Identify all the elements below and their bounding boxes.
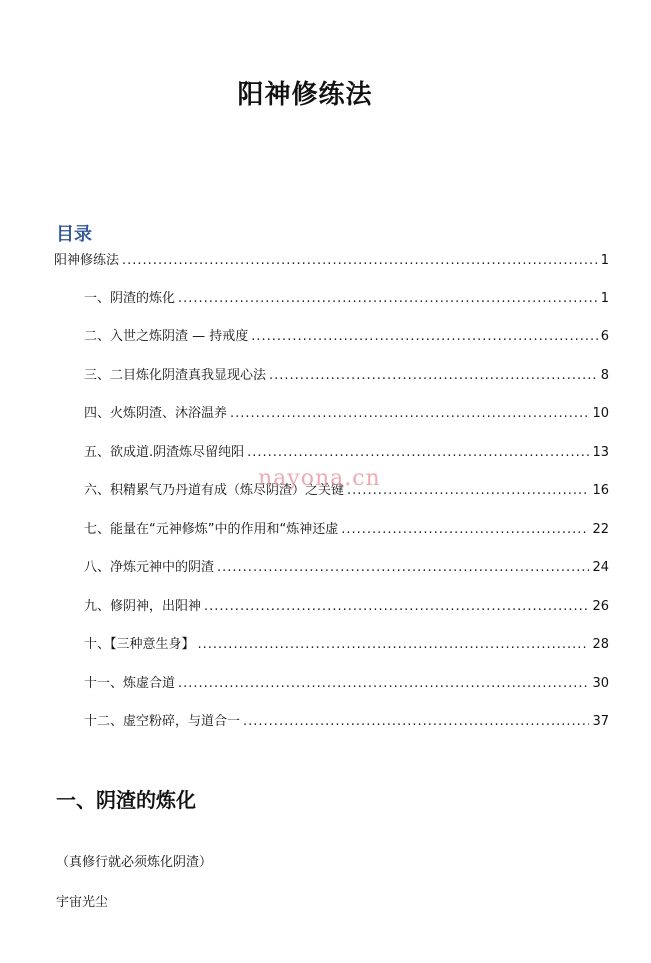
author-name: 宇宙光尘	[56, 895, 109, 910]
toc-entry[interactable]	[84, 599, 609, 615]
toc-dot-leader	[204, 599, 589, 615]
toc-dot-leader	[198, 637, 590, 653]
toc-dot-leader	[122, 253, 598, 269]
toc-entry-page: 13	[592, 445, 609, 460]
toc-dot-leader	[243, 714, 589, 730]
toc-entry-label: 四、火炼阴渣、沐浴温养	[84, 406, 228, 421]
toc-entry-label: 五、欲成道.阴渣炼尽留纯阳	[84, 445, 245, 460]
toc-dot-leader	[341, 522, 589, 538]
toc-entry-label: 九、修阴神，出阳神	[84, 599, 202, 614]
toc-dot-leader	[178, 291, 598, 307]
toc-entry-label: 十一、炼虚合道	[84, 676, 176, 691]
toc-entry[interactable]	[54, 253, 609, 269]
toc-entry-label: 阳神修练法	[54, 253, 120, 268]
toc-entry[interactable]	[84, 368, 609, 384]
toc-dot-leader	[251, 329, 597, 345]
toc-entry-page: 24	[592, 560, 609, 575]
toc-entry[interactable]	[84, 329, 609, 345]
toc-entry[interactable]	[84, 637, 609, 653]
toc-entry[interactable]	[84, 406, 609, 422]
toc-dot-leader	[230, 406, 589, 422]
toc-entry-label: 十二、虚空粉碎，与道合一	[84, 714, 241, 729]
toc-dot-leader	[347, 483, 589, 499]
toc-dot-leader	[217, 560, 589, 576]
toc-entry-label: 十、【三种意生身】	[84, 637, 195, 652]
toc-entry-page: 1	[600, 253, 609, 268]
toc-entry-label: 八、净炼元神中的阴渣	[84, 560, 215, 575]
toc-dot-leader	[178, 676, 589, 692]
toc-entry-page: 10	[592, 406, 609, 421]
toc-entry-page: 22	[592, 522, 609, 537]
toc-entry-page: 28	[592, 637, 609, 652]
toc-entry-page: 30	[592, 676, 609, 691]
toc-entry-page: 26	[592, 599, 609, 614]
toc-entry-page: 16	[592, 483, 609, 498]
toc-entry[interactable]	[84, 445, 609, 461]
toc-entry[interactable]	[84, 676, 609, 692]
toc-heading: 目录	[56, 224, 92, 245]
toc-entry-page: 6	[600, 329, 609, 344]
toc-entry-label: 六、积精累气乃丹道有成（炼尽阴渣）之关键	[84, 483, 345, 498]
section-subtitle: （真修行就必须炼化阴渣）	[56, 855, 213, 870]
toc-entry-page: 37	[592, 714, 609, 729]
toc-entry-label: 三、二目炼化阴渣真我显现心法	[84, 368, 267, 383]
toc-entry-page: 8	[600, 368, 609, 383]
toc-entry[interactable]	[84, 291, 609, 307]
toc-entry[interactable]	[84, 560, 609, 576]
watermark: nayona.cn	[258, 466, 381, 491]
toc-entry-label: 七、能量在“元神修炼”中的作用和“炼神还虚	[84, 522, 339, 537]
toc-entry-label: 二、入世之炼阴渣 — 持戒度	[84, 329, 249, 344]
toc-entry-label: 一、阴渣的炼化	[84, 291, 176, 306]
section-heading: 一、阴渣的炼化	[56, 788, 196, 812]
toc-dot-leader	[247, 445, 589, 461]
toc-entry[interactable]	[84, 714, 609, 730]
document-title: 阳神修练法	[237, 80, 373, 110]
toc-dot-leader	[269, 368, 598, 384]
toc-entry[interactable]	[84, 522, 609, 538]
toc-entry-page: 1	[600, 291, 609, 306]
